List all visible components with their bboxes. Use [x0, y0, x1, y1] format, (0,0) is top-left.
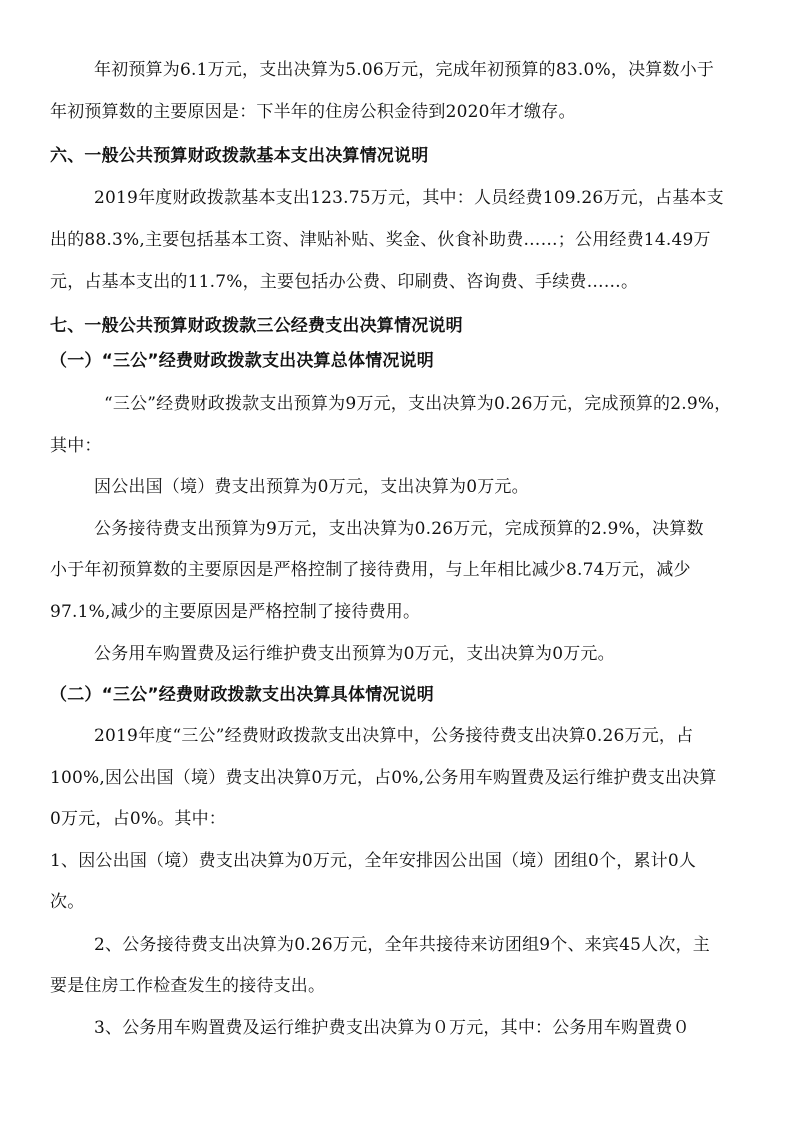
section-heading-6: 六、一般公共预算财政拨款基本支出决算情况说明	[50, 146, 429, 166]
subsection-heading-1: （一）“三公”经费财政拨款支出决算总体情况说明	[50, 351, 434, 371]
paragraph-line: 元，占基本支出的11.7%，主要包括办公费、印刷费、咨询费、手续费……。	[50, 272, 639, 292]
paragraph-line: 100%,因公出国（境）费支出决算0万元，占0%,公务用车购置费及运行维护费支出决算	[50, 768, 717, 788]
paragraph-line: 因公出国（境）费支出预算为0万元，支出决算为0万元。	[94, 477, 529, 497]
paragraph-line: 年初预算为6.1万元，支出决算为5.06万元，完成年初预算的83.0%，决算数小于	[94, 60, 715, 80]
paragraph-line: 要是住房工作检查发生的接待支出。	[50, 976, 326, 996]
paragraph-line: 97.1%,减少的主要原因是严格控制了接待费用。	[50, 602, 421, 622]
subsection-heading-2: （二）“三公”经费财政拨款支出决算具体情况说明	[50, 685, 434, 705]
paragraph-line: 2019年度“三公”经费财政拨款支出决算中，公务接待费支出决算0.26万元，占	[94, 726, 694, 746]
paragraph-line: 2019年度财政拨款基本支出123.75万元，其中：人员经费109.26万元，占基本支	[94, 188, 724, 208]
paragraph-line: 公务用车购置费及运行维护费支出预算为0万元，支出决算为0万元。	[94, 644, 615, 664]
paragraph-line: 0万元，占0%。其中：	[50, 809, 226, 829]
paragraph-line: 小于年初预算数的主要原因是严格控制了接待费用，与上年相比减少8.74万元，减少	[50, 560, 691, 580]
section-heading-7: 七、一般公共预算财政拨款三公经费支出决算情况说明	[50, 316, 463, 336]
paragraph-line: 1、因公出国（境）费支出决算为0万元，全年安排因公出国（境）团组0个，累计0人	[50, 851, 697, 871]
paragraph-line: 次。	[50, 892, 85, 912]
paragraph-line: “三公”经费财政拨款支出预算为9万元，支出决算为0.26万元，完成预算的2.9%，	[104, 394, 732, 414]
paragraph-line: 年初预算数的主要原因是：下半年的住房公积金待到2020年才缴存。	[50, 102, 576, 122]
paragraph-line: 2、公务接待费支出决算为0.26万元，全年共接待来访团组9个、来宾45人次，主	[94, 935, 710, 955]
paragraph-line: 其中：	[50, 436, 102, 456]
paragraph-line: 3、公务用车购置费及运行维护费支出决算为０万元，其中：公务用车购置费０	[94, 1018, 690, 1038]
paragraph-line: 出的88.3%,主要包括基本工资、津贴补贴、奖金、伙食补助费……；公用经费14.49万	[50, 230, 711, 250]
paragraph-line: 公务接待费支出预算为9万元，支出决算为0.26万元，完成预算的2.9%，决算数	[94, 519, 704, 539]
